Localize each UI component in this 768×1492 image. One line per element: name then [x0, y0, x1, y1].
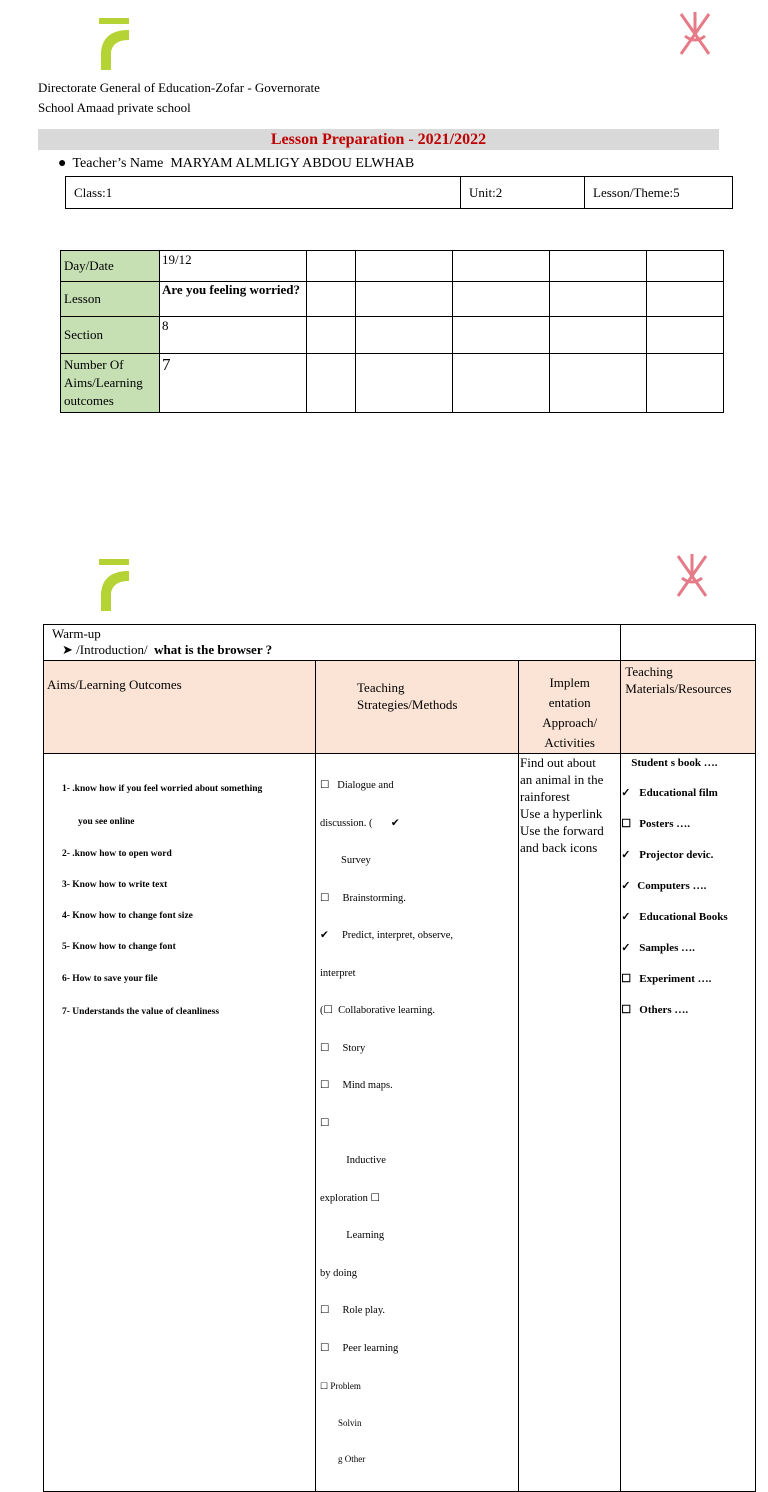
resource-label: Samples …. — [639, 942, 695, 954]
strategy-line: (☐ Collaborative learning. — [320, 1005, 435, 1016]
strategy-line: ☐ Dialogue and — [320, 780, 394, 791]
directorate-line: Directorate General of Education-Zofar - Governorate — [38, 80, 320, 95]
resource-label: Educational Books — [639, 911, 728, 923]
impl-line: an animal in the — [520, 772, 604, 787]
aim-item: 5- Know how to change font — [62, 942, 176, 952]
checkbox-icon: ☐ — [621, 973, 632, 985]
aims-count-value: 7 — [160, 354, 307, 413]
impl-header — [519, 661, 621, 754]
resource-item — [621, 840, 755, 871]
resource-label: Experiment …. — [639, 973, 712, 985]
strategy-line: discussion. ( ✔ — [320, 817, 400, 829]
resources-cell — [621, 754, 756, 1492]
school-line: School Amaad private school — [38, 100, 191, 115]
resource-label: Student s book …. — [631, 757, 718, 769]
check-icon: ✓ — [621, 787, 631, 799]
strategy-line: ✔ Predict, interpret, observe, — [320, 930, 454, 941]
intro-label: ➤ /Introduction/ — [62, 642, 148, 657]
checkbox-icon: ☐ — [621, 1004, 632, 1016]
strategy-line: ☐ — [320, 1117, 330, 1129]
strategy-line: ☐ Problem — [320, 1381, 361, 1391]
empty-cell — [550, 282, 647, 317]
lesson-label: Lesson — [61, 282, 160, 317]
section-value: 8 — [160, 317, 307, 354]
aim-item: 1- .know how if you feel worried about something — [62, 784, 263, 794]
empty-cell — [647, 251, 724, 282]
strategy-line: ☐ Brainstorming. — [320, 892, 406, 904]
empty-cell — [356, 282, 453, 317]
strategy-line: g Other — [320, 1453, 366, 1464]
impl-line: Use the forward — [520, 823, 604, 838]
aim-item: 6- How to save your file — [62, 974, 158, 984]
empty-cell — [453, 354, 550, 413]
implementation-cell — [519, 754, 621, 1492]
bullet: ● — [58, 156, 67, 171]
empty-cell — [356, 251, 453, 282]
resource-item — [621, 871, 755, 902]
page-title: Lesson Preparation - 2021/2022 — [38, 129, 719, 150]
empty-cell — [550, 317, 647, 354]
strategy-line: Inductive — [320, 1155, 386, 1166]
empty-cell — [453, 282, 550, 317]
ministry-logo-icon — [95, 14, 135, 74]
empty-cell — [647, 354, 724, 413]
impl-line: and back icons — [520, 840, 598, 855]
impl-line: Find out about — [520, 755, 596, 770]
empty-cell — [621, 625, 756, 661]
lesson-value: Are you feeling worried? — [160, 282, 307, 317]
strategy-line: Learning — [320, 1230, 385, 1241]
aim-item: 2- .know how to open word — [62, 849, 172, 859]
resource-label: Computers …. — [637, 880, 707, 892]
empty-cell — [356, 354, 453, 413]
resource-item — [621, 756, 755, 770]
strategy-line: ☐ Mind maps. — [320, 1080, 393, 1091]
unit-cell: Unit:2 — [461, 177, 585, 209]
warmup-cell — [44, 625, 621, 661]
resource-item — [621, 809, 755, 840]
ministry-logo-icon — [95, 555, 135, 615]
impl-header-line: Activities — [544, 735, 595, 750]
oman-emblem-icon — [675, 8, 715, 68]
empty-cell — [453, 317, 550, 354]
oman-emblem-icon — [672, 550, 712, 610]
resource-label: Posters …. — [639, 818, 690, 830]
impl-header-line: entation — [548, 695, 591, 710]
check-icon: ✓ — [621, 880, 631, 892]
lesson-plan-table — [43, 624, 756, 1492]
materials-header: Teaching Materials/Resources — [621, 661, 756, 754]
check-icon: ✓ — [621, 942, 631, 954]
strategies-header-text: Teaching Strategies/Methods — [357, 680, 458, 712]
day-table — [60, 250, 724, 413]
section-label: Section — [61, 317, 160, 354]
strategy-line: ☐ Role play. — [320, 1305, 386, 1316]
strategies-header — [316, 661, 519, 754]
strategy-line: Solvin — [320, 1417, 362, 1428]
empty-cell — [307, 251, 356, 282]
aim-item: 3- Know how to write text — [62, 880, 168, 890]
empty-cell — [647, 317, 724, 354]
aim-item: 7- Understands the value of cleanliness — [62, 1007, 220, 1017]
resource-item — [621, 778, 755, 809]
day-date-value: 19/12 — [160, 251, 307, 282]
aim-item: 4- Know how to change font size — [62, 911, 193, 921]
impl-header-line: Approach/ — [542, 715, 598, 730]
strategy-line: interpret — [320, 967, 356, 979]
empty-cell — [307, 282, 356, 317]
resource-label: Others …. — [639, 1004, 689, 1016]
impl-line: rainforest — [520, 789, 570, 804]
class-cell: Class:1 — [66, 177, 461, 209]
lesson-theme-cell: Lesson/Theme:5 — [585, 177, 733, 209]
impl-line: Use a hyperlink — [520, 806, 603, 821]
aim-item: you see online — [78, 817, 135, 827]
empty-cell — [647, 282, 724, 317]
resource-item — [621, 964, 755, 995]
empty-cell — [356, 317, 453, 354]
check-icon: ✓ — [621, 911, 631, 923]
empty-cell — [307, 354, 356, 413]
empty-cell — [550, 251, 647, 282]
strategy-line: by doing — [320, 1267, 358, 1279]
aims-cell — [44, 754, 316, 1492]
checkbox-icon: ☐ — [621, 818, 632, 830]
empty-cell — [453, 251, 550, 282]
class-table — [65, 176, 733, 209]
impl-header-line: Implem — [549, 675, 590, 690]
empty-cell — [550, 354, 647, 413]
teacher-label: Teacher’s Name — [72, 156, 164, 171]
aims-header: Aims/Learning Outcomes — [44, 661, 316, 754]
resource-item — [621, 902, 755, 933]
resource-label: Educational film — [639, 787, 718, 799]
strategy-line: ☐ Story — [320, 1042, 366, 1054]
teacher-name-row — [58, 156, 414, 172]
aims-count-label: Number Of Aims/Learning outcomes — [61, 354, 160, 413]
check-icon: ✓ — [621, 849, 631, 861]
day-date-label: Day/Date — [61, 251, 160, 282]
resource-item — [621, 995, 755, 1026]
warmup-label: Warm-up — [52, 626, 101, 641]
strategy-line: exploration ☐ — [320, 1192, 380, 1204]
teacher-name: MARYAM ALMLIGY ABDOU ELWHAB — [170, 156, 415, 171]
intro-question: what is the browser ? — [154, 642, 273, 657]
strategies-cell — [316, 754, 519, 1492]
resource-label: Projector devic. — [639, 849, 714, 861]
strategy-line: ☐ Peer learning — [320, 1342, 399, 1354]
empty-cell — [307, 317, 356, 354]
strategy-line: Survey — [320, 855, 371, 866]
resource-item — [621, 933, 755, 964]
